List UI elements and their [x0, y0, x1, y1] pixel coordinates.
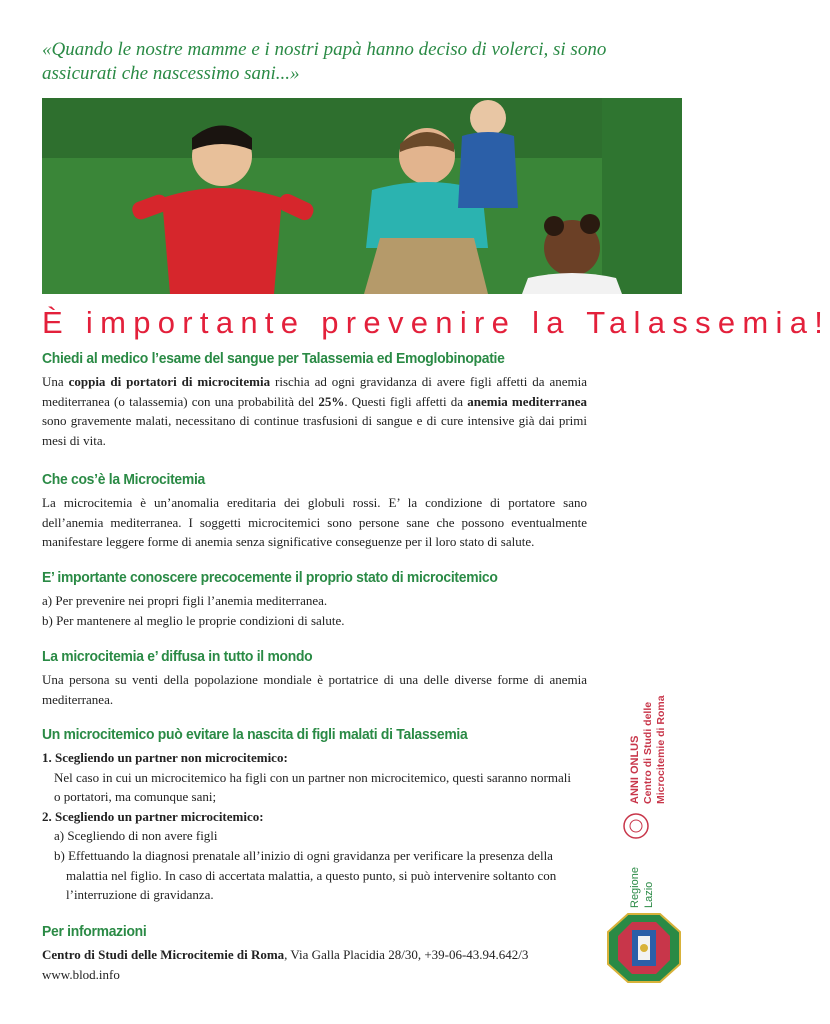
section-title: La microcitemia e’ diffusa in tutto il mondo [42, 649, 313, 665]
section-title: Che cos’è la Microcitemia [42, 472, 206, 488]
bold-run: anemia mediterranea [467, 393, 587, 409]
logo-emblem-icon [624, 814, 648, 838]
section-text [42, 372, 587, 450]
bold-run: coppia di portatori di microcitemia [68, 374, 271, 389]
section-conoscere-stato [42, 568, 587, 630]
regione-lazio-label [622, 858, 662, 910]
list-item: b) Effettuando la diagnosi prenatale all’inizio di ogni gravidanza per verificare la presenza della [54, 847, 553, 863]
section-informazioni [42, 922, 602, 984]
section-text: Una persona su venti della popolazione mondiale è portatrice di una delle diverse forme di anemia mediterranea. [42, 672, 587, 707]
option-text: Nel caso in cui un microcitemico ha figli con un partner non microcitemico, questi saranno normali [54, 769, 571, 785]
section-text: La microcitemia è un’anomalia ereditaria dei globuli rossi. E’ la condizione di portatore sano dell’anemia mediterranea. I soggetti microcitemici sono persone sane che possono eventualmente manifestare leggere forme di anemia senza significative conseguenze per il loro stato di salute. [42, 495, 587, 550]
option-heading: 1. Scegliendo un partner non microcitemico: [42, 750, 288, 765]
text-run: rischia ad ogni gravidanza di avere figli affetti da anemia mediterranea (o talassemia) con una probabilità del [42, 374, 587, 409]
centro-studi-logo [616, 676, 672, 848]
section-title: Un microcitemico può evitare la nascita di figli malati di Talassemia [42, 727, 468, 743]
section-title: E’ importante conoscere precocemente il proprio stato di microcitemico [42, 570, 498, 586]
logo-line1: ANNI ONLUS [629, 735, 641, 804]
contact-line [42, 945, 602, 965]
children-running-photo [42, 98, 682, 294]
logo-text-svg [616, 676, 672, 848]
org-name: Centro di Studi delle Microcitemie di Roma [42, 947, 285, 962]
logo-line2: Centro di Studi delle [642, 701, 654, 804]
section-diffusa-mondo [42, 647, 587, 709]
section-evitare-nascita [42, 725, 602, 905]
list-item: b) Per mantenere al meglio le proprie condizioni di salute. [42, 612, 345, 628]
list-item: l’interruzione di gravidanza. [66, 887, 214, 903]
section-title: Chiedi al medico l’esame del sangue per Talassemia ed Emoglobinopatie [42, 351, 505, 367]
intro-quote: «Quando le nostre mamme e i nostri papà hanno deciso di volerci, si sono assicurati che nascessimo sani...» [42, 39, 607, 84]
list-item: malattia nel figlio. In caso di accertata malattia, a questo punto, si può intervenire soltanto con [66, 867, 557, 883]
text-run: Una [42, 374, 69, 389]
address: , Via Galla Placidia 28/30, +39-06-43.94.642/3 [284, 947, 529, 962]
logo-emblem-inner-icon [630, 820, 642, 832]
regione-text-svg [622, 858, 662, 910]
section-esame-sangue [42, 349, 587, 450]
bold-run: 25% [318, 393, 345, 409]
crest-svg [606, 912, 682, 984]
children-illustration [42, 98, 682, 294]
text-run: sono gravemente malati, necessitano di continue trasfusioni di sangue e di cure intensive già dai primi mesi di vita. [42, 413, 587, 448]
section-cose-microcitemia [42, 470, 587, 552]
list-item: a) Per prevenire nei propri figli l’anemia mediterranea. [42, 593, 328, 608]
logo-line3: Microcitemie di Roma [655, 695, 667, 804]
website[interactable]: www.blod.info [42, 966, 120, 982]
regione-line1: Regione [629, 867, 641, 908]
list-item: a) Scegliendo di non avere figli [54, 828, 218, 844]
regione-lazio-crest-icon [606, 912, 682, 984]
regione-line2: Lazio [643, 881, 655, 908]
text-run: . Questi figli affetti da [344, 393, 468, 409]
section-title: Per informazioni [42, 924, 147, 940]
option-heading: 2. Scegliendo un partner microcitemico: [42, 808, 264, 824]
main-headline: È importante prevenire la Talassemia! [42, 305, 830, 340]
option-text: o portatori, ma comunque sani; [54, 789, 217, 805]
